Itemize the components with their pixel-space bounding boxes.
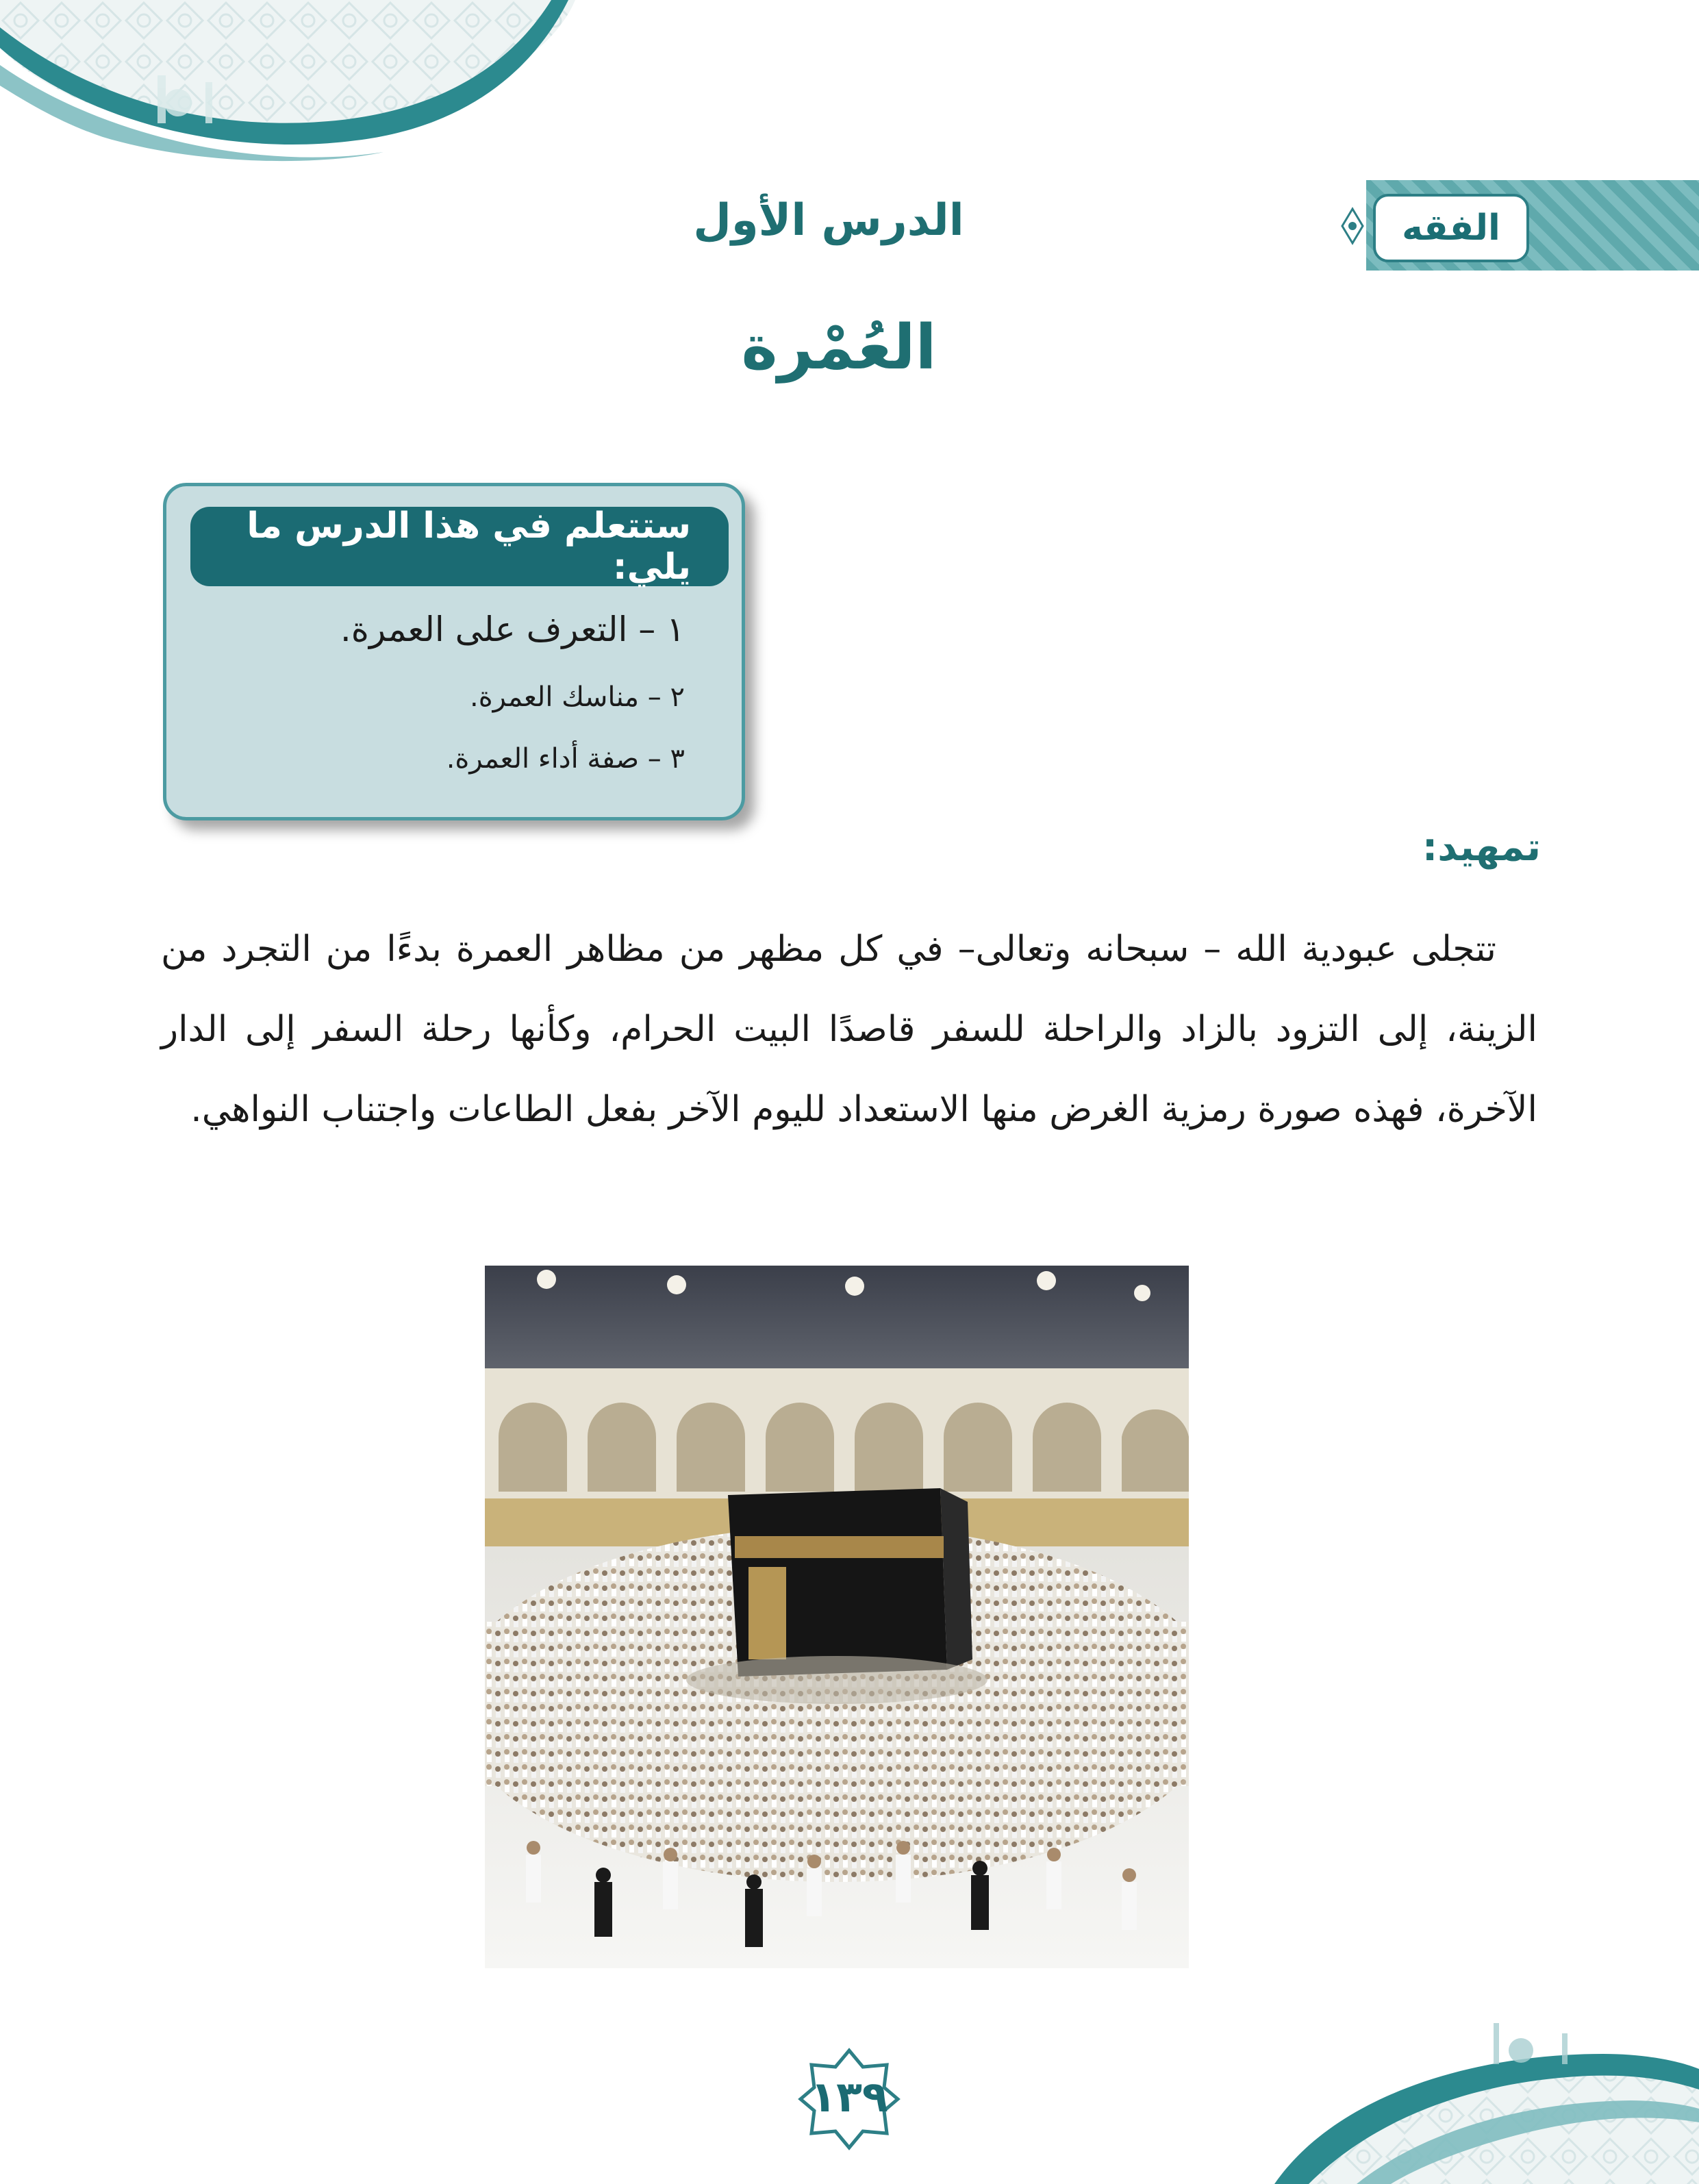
objective-item: ١ – التعرف على العمرة.	[340, 610, 685, 649]
top-corner-decoration	[0, 0, 589, 164]
subject-label: الفقه	[1373, 194, 1529, 262]
objective-item: ٢ – مناسك العمرة.	[469, 681, 685, 713]
page-number: ١٣٩	[810, 2072, 888, 2122]
bottom-corner-decoration	[1220, 2013, 1699, 2184]
ornament-icon	[1335, 205, 1370, 247]
intro-heading: تمهيد:	[1422, 825, 1541, 870]
intro-paragraph: تتجلى عبودية الله – سبحانه وتعالى– في كل مظهر من مظاهر العمرة بدءًا من التجرد من الزينة، إلى التزود بالزاد والراحلة للسفر قاصدًا البيت الحرام، وكأنها رحلة السفر إلى الدار الآخرة، فهذه صورة رمزية الغرض منها الاستعداد لليوم الآخر بفعل الطاعات واجتناب النواهي.	[161, 929, 1537, 1130]
kaaba-photo	[485, 1266, 1189, 1968]
objectives-heading: ستتعلم في هذا الدرس ما يلي:	[190, 507, 729, 586]
lesson-title: العُمْرة	[741, 312, 937, 384]
objective-item: ٣ – صفة أداء العمرة.	[446, 743, 685, 775]
lesson-label: الدرس الأول	[693, 195, 964, 246]
